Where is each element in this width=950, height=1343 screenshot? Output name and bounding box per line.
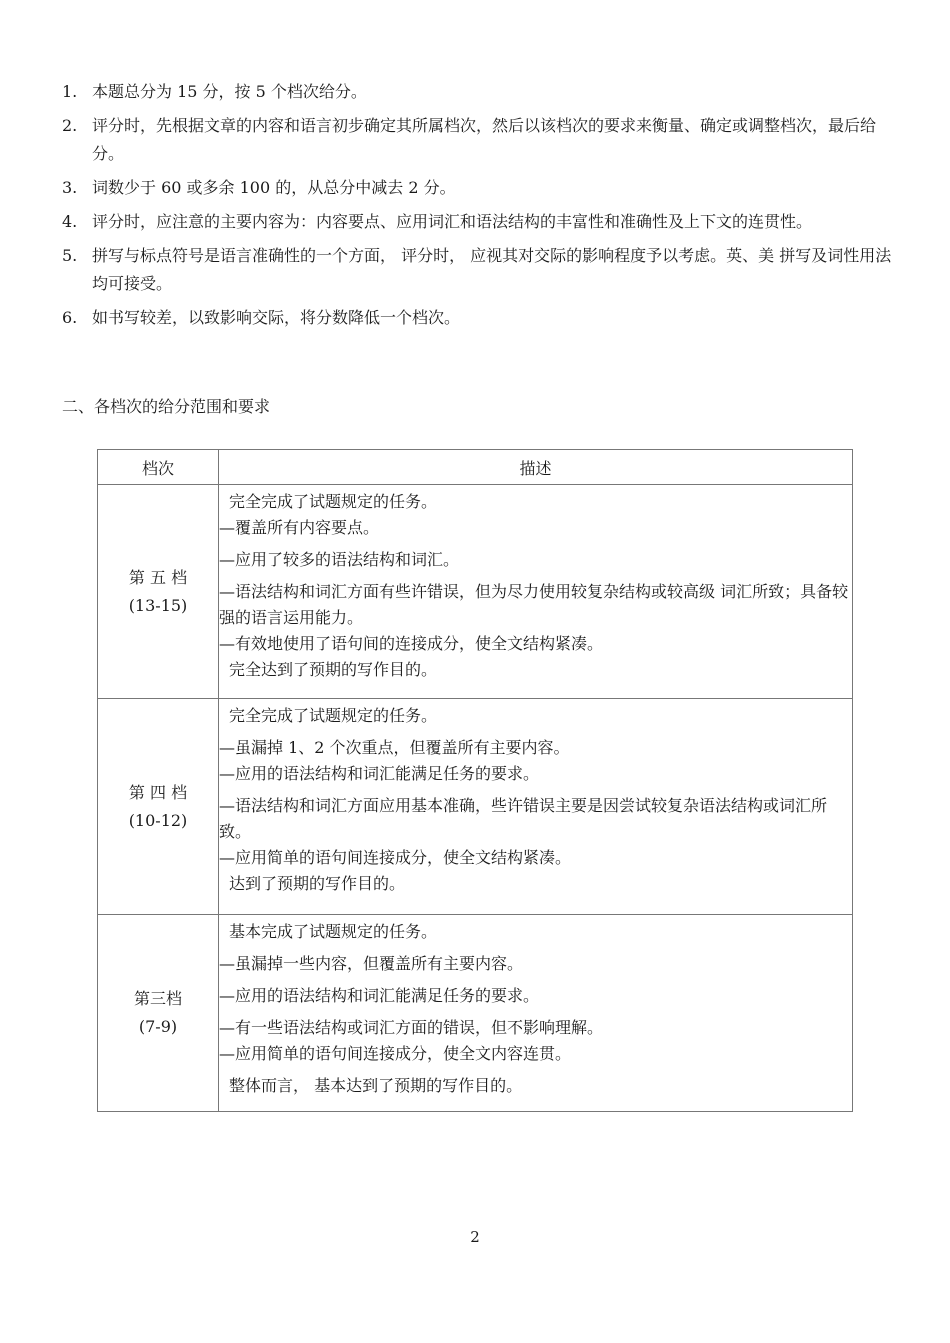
rule-number: 5. [62, 246, 78, 265]
rule-number: 2. [62, 116, 78, 135]
level-cell [98, 915, 219, 1112]
description-line: —虽漏掉 1、2 个次重点，但覆盖所有主要内容。 [219, 738, 570, 757]
description-line: —有一些语法结构或词汇方面的错误，但不影响理解。 [219, 1018, 604, 1037]
rule-item [62, 242, 892, 298]
rule-text: 评分时，应注意的主要内容为：内容要点、应用词汇和语法结构的丰富性和准确性及上下文的连贯性。 [92, 212, 813, 231]
description-line: 完全达到了预期的写作目的。 [229, 660, 438, 679]
table-row [98, 699, 853, 915]
level-name: 第三档 [133, 989, 182, 1008]
table-row [98, 485, 853, 699]
description-line: —应用简单的语句间连接成分，使全文结构紧凑。 [219, 848, 572, 867]
rule-number: 4. [62, 212, 78, 231]
scoring-rules-list [62, 78, 892, 338]
description-line: 完全完成了试题规定的任务。 [229, 706, 438, 725]
description-line: —应用的语法结构和词汇能满足任务的要求。 [219, 764, 540, 783]
description-line: 完全完成了试题规定的任务。 [229, 492, 438, 511]
description-line: —虽漏掉一些内容，但覆盖所有主要内容。 [219, 954, 524, 973]
rule-text: 拼写与标点符号是语言准确性的一个方面， 评分时， 应视其对交际的影响程度予以考虑。英、美 拼写及词性用法均可接受。 [92, 246, 892, 293]
level-range: (13-15) [128, 595, 188, 615]
grading-bands-table [97, 449, 853, 1112]
page-number: 2 [470, 1228, 480, 1246]
table-row [98, 915, 853, 1112]
level-range: (7-9) [138, 1017, 178, 1036]
header-level: 档次 [98, 450, 219, 485]
level-range: (10-12) [128, 810, 188, 830]
level-name: 第 四 档 [128, 782, 188, 802]
table-header-row [98, 450, 853, 485]
description-line: —语法结构和词汇方面应用基本准确，些许错误主要是因尝试较复杂语法结构或词汇所致。 [219, 796, 828, 841]
level-name: 第 五 档 [128, 567, 188, 587]
description-line: —语法结构和词汇方面有些许错误，但为尽力使用较复杂结构或较高级 词汇所致；具备较强的语言运用能力。 [219, 582, 849, 627]
rule-item [62, 112, 892, 168]
section-title: 二、各档次的给分范围和要求 [62, 397, 271, 416]
description-line: —覆盖所有内容要点。 [219, 518, 380, 537]
rule-text: 评分时，先根据文章的内容和语言初步确定其所属档次，然后以该档次的要求来衡量、确定或调整档次，最后给分。 [92, 116, 877, 163]
description-cell [219, 699, 853, 915]
rule-text: 本题总分为 15 分，按 5 个档次给分。 [92, 82, 367, 101]
rule-number: 6. [62, 308, 78, 327]
rule-item [62, 78, 892, 106]
description-line: —应用的语法结构和词汇能满足任务的要求。 [219, 986, 540, 1005]
rule-number: 1. [62, 82, 78, 101]
rule-number: 3. [62, 178, 78, 197]
rule-item [62, 304, 892, 332]
rule-text: 如书写较差，以致影响交际，将分数降低一个档次。 [92, 308, 461, 327]
header-description: 描述 [219, 450, 853, 485]
rule-item [62, 174, 892, 202]
level-cell [98, 699, 219, 915]
description-line: 基本完成了试题规定的任务。 [229, 922, 438, 941]
description-cell [219, 485, 853, 699]
description-cell [219, 915, 853, 1112]
description-line: 达到了预期的写作目的。 [229, 874, 406, 893]
rule-text: 词数少于 60 或多余 100 的，从总分中减去 2 分。 [92, 178, 456, 197]
description-line: 整体而言， 基本达到了预期的写作目的。 [229, 1076, 523, 1095]
level-cell [98, 485, 219, 699]
description-line: —有效地使用了语句间的连接成分，使全文结构紧凑。 [219, 634, 604, 653]
description-line: —应用简单的语句间连接成分，使全文内容连贯。 [219, 1044, 572, 1063]
description-line: —应用了较多的语法结构和词汇。 [219, 550, 460, 569]
rule-item [62, 208, 892, 236]
